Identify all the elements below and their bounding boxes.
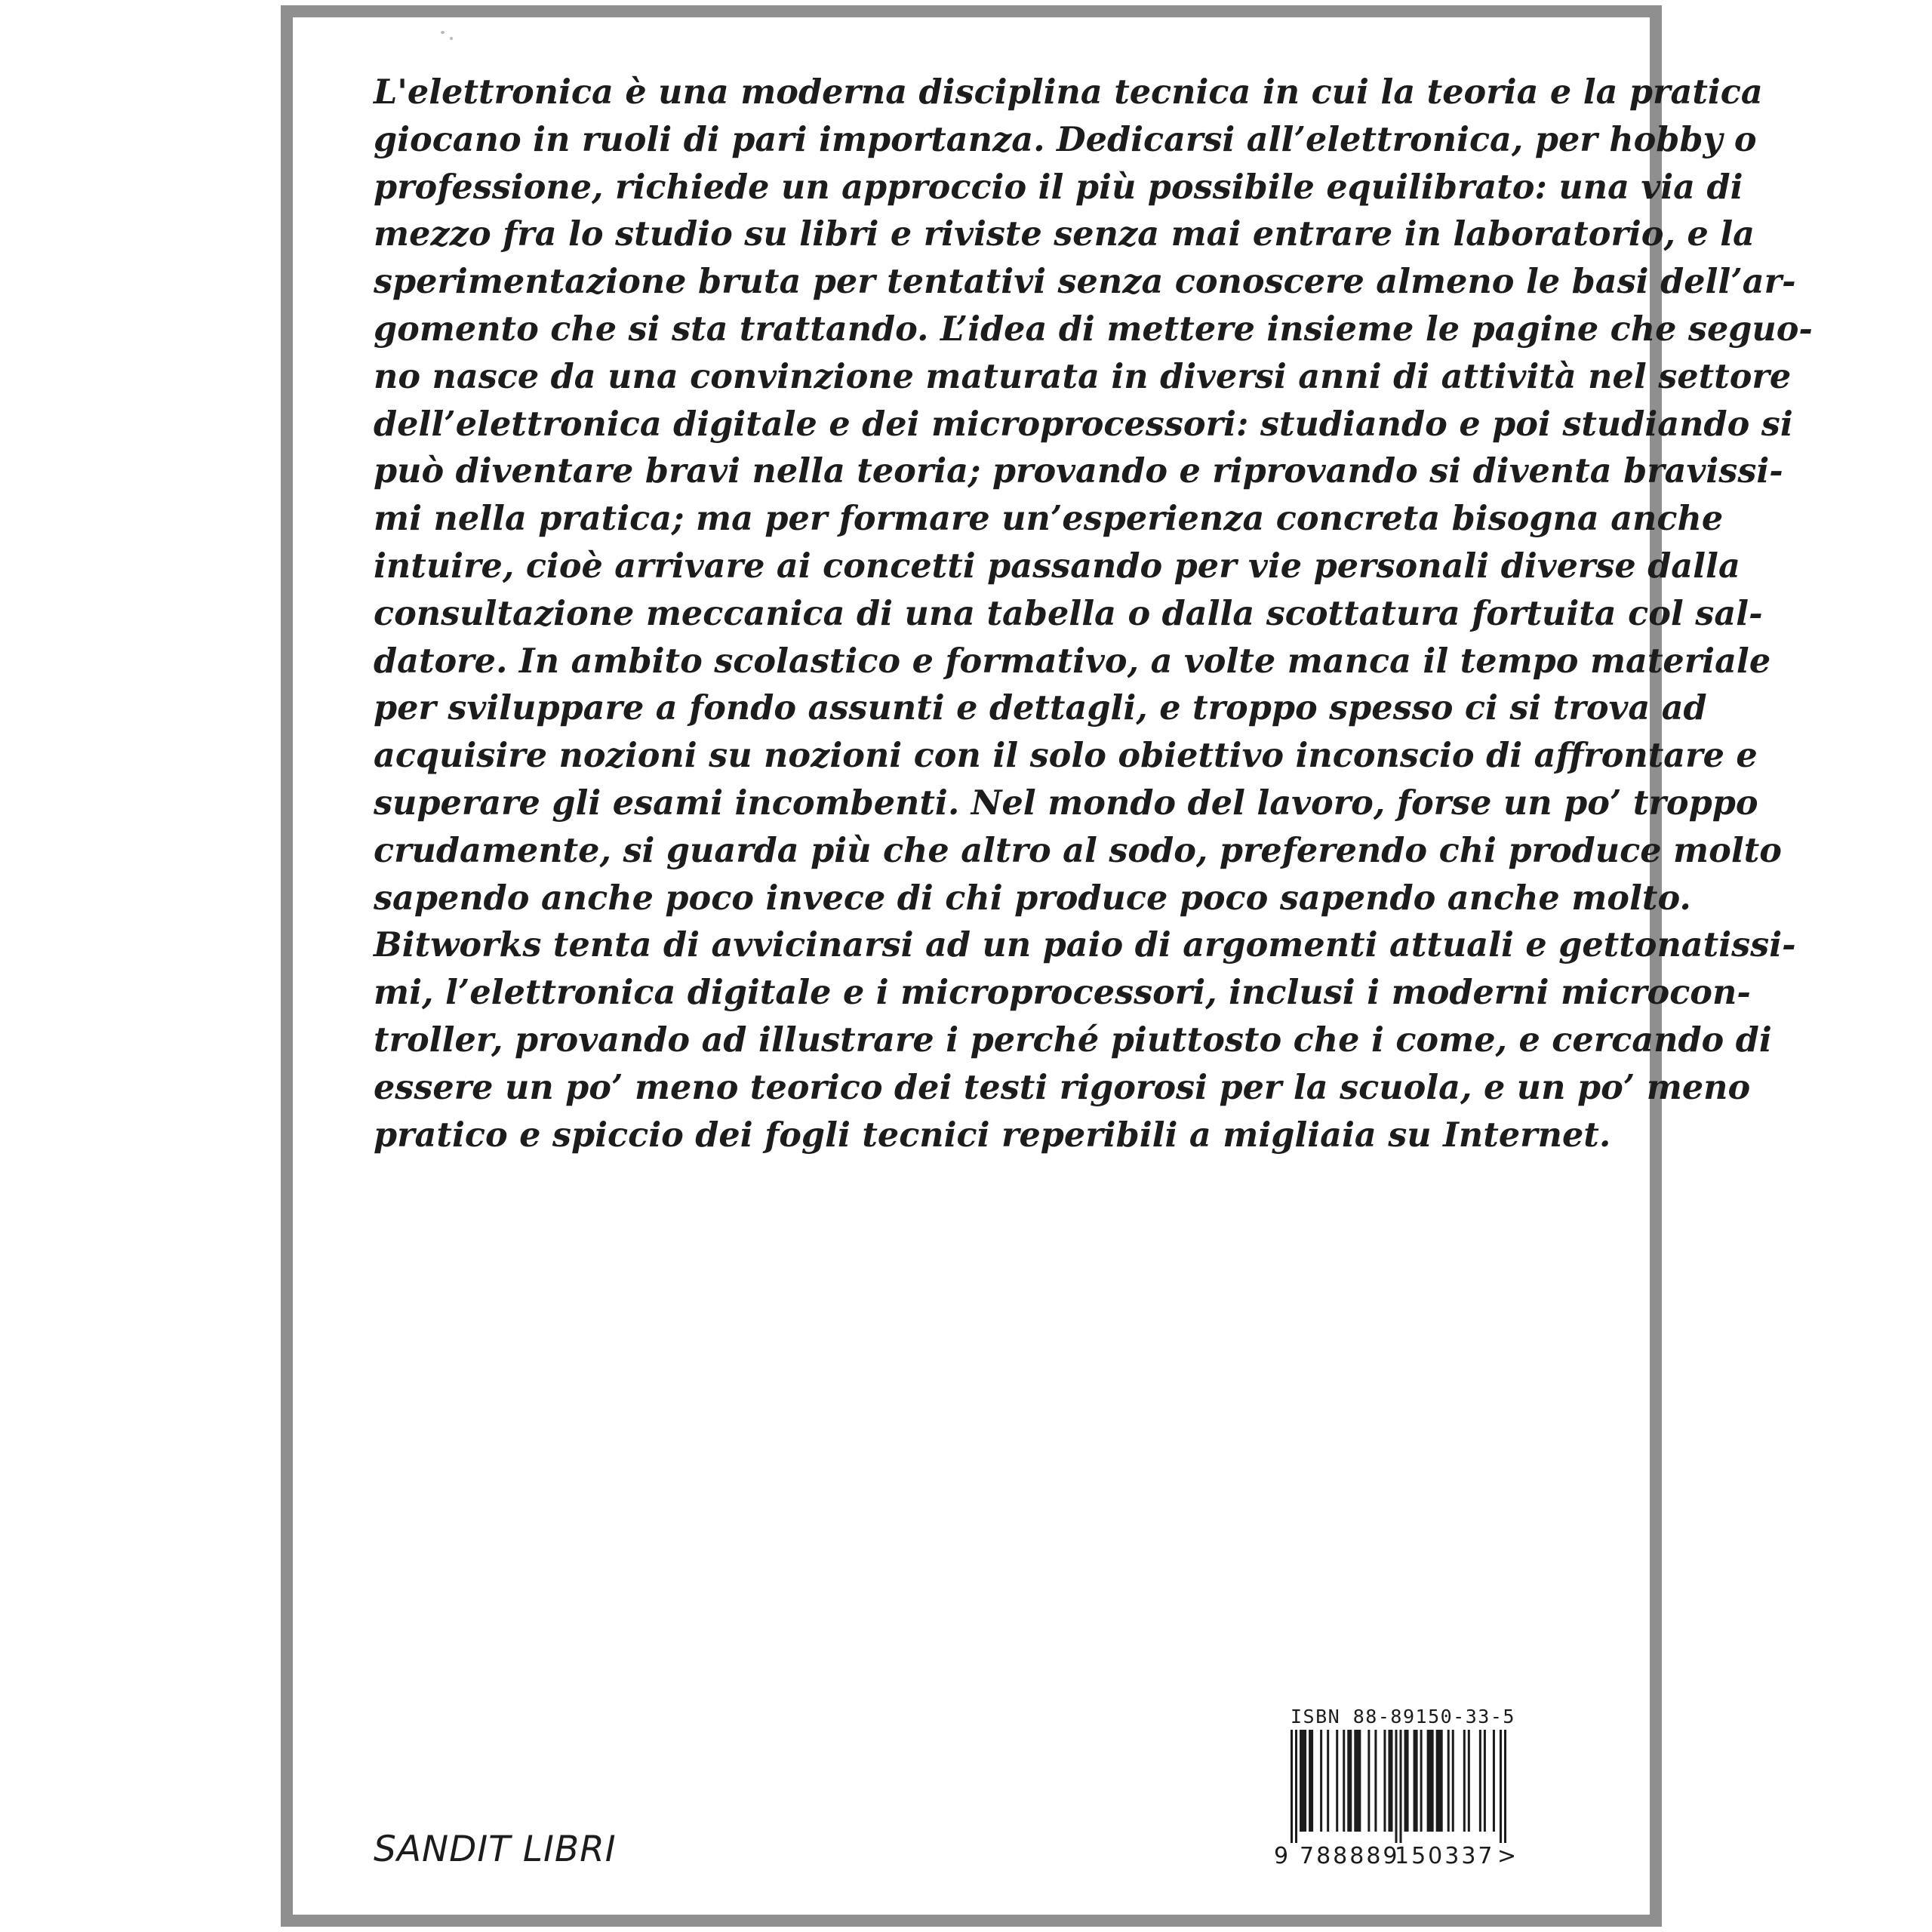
isbn-label: ISBN 88-89150-33-5 [1291,1706,1515,1727]
blurb-line: consultazione meccanica di una tabella o dalla scottatura fortuita col sal- [374,593,1763,633]
barcode-bar [1300,1730,1306,1832]
blurb-line: intuire, cioè arrivare ai concetti passando per vie personali diverse dalla [374,546,1740,586]
barcode-bar [1479,1730,1481,1832]
blurb-line: acquisire nozioni su nozioni con il solo obiettivo inconscio di affrontare e [374,736,1758,776]
barcode-bar [1447,1730,1450,1832]
blurb-text [374,69,1813,1158]
barcode-guard-bar [1500,1730,1502,1843]
barcode-bar [1347,1730,1352,1832]
barcode-bar [1404,1730,1409,1832]
print-speck [450,37,453,40]
barcode-bar [1463,1730,1466,1832]
barcode-bar [1327,1730,1329,1832]
book-back-cover [281,5,1813,1927]
barcode-guard-bar [1291,1730,1293,1843]
blurb-line: può diventare bravi nella teoria; provando e riprovando si diventa bravissi- [374,451,1783,491]
print-speck [441,31,445,34]
ean-first-digit: 9 [1274,1843,1289,1869]
blurb-line: crudamente, si guarda più che altro al sodo, preferendo chi produce molto [374,830,1782,870]
barcode-bar [1414,1730,1418,1832]
blurb-line: superare gli esami incombenti. Nel mondo del lavoro, forse un po’ troppo [374,783,1758,823]
blurb-line: pratico e spiccio dei fogli tecnici reperibili a migliaia su Internet. [374,1115,1611,1155]
blurb-line: essere un po’ meno teorico dei testi rigorosi per la scuola, e un po’ meno [374,1067,1751,1107]
blurb-line: mi, l’elettronica digitale e i microprocessori, inclusi i moderni microcon- [374,973,1751,1013]
barcode-bar [1420,1730,1423,1832]
barcode-bar [1320,1730,1322,1832]
blurb-line: dell’elettronica digitale e dei microprocessori: studiando e poi studiando si [374,404,1793,444]
publisher-name: SANDIT LIBRI [374,1829,617,1870]
ean-quiet-zone-marker: > [1497,1843,1517,1869]
barcode-guard-bar [1295,1730,1297,1843]
barcode-bar [1383,1730,1386,1832]
barcode-bar [1309,1730,1313,1832]
barcode-guard-bar [1504,1730,1506,1843]
barcode-bar [1374,1730,1377,1832]
barcode-bar [1484,1730,1486,1832]
blurb-line: mezzo fra lo studio su libri e riviste senza mai entrare in laboratorio, e la [374,214,1755,254]
blurb-line: datore. In ambito scolastico e formativo, a volte manca il tempo materiale [374,641,1771,681]
barcode-bar [1343,1730,1345,1832]
ean13-barcode [1291,1730,1506,1843]
blurb-line: giocano in ruoli di pari importanza. Dedicarsi all’elettronica, per hobby o [374,119,1757,159]
barcode-bar [1388,1730,1392,1832]
barcode-block [1274,1704,1523,1869]
ean-right-group: 150337 [1395,1843,1495,1869]
blurb-line: gomento che si sta trattando. L’idea di mettere insieme le pagine che seguo- [374,309,1813,349]
barcode-bar [1436,1730,1443,1832]
barcode-bar [1427,1730,1434,1832]
blurb-line: professione, richiede un approccio il più possibile equilibrato: una via di [374,167,1743,207]
blurb-line: Bitworks tenta di avvicinarsi ad un paio di argomenti attuali e gettonatissi- [374,925,1796,965]
barcode-bar [1336,1730,1338,1832]
barcode-bar [1367,1730,1370,1832]
ean-left-group: 788889 [1300,1843,1400,1869]
blurb-line: per sviluppare a fondo assunti e dettagli, e troppo spesso ci si trova ad [374,688,1707,728]
blurb-line: L'elettronica è una moderna disciplina tecnica in cui la teoria e la pratica [374,72,1763,112]
blurb-line: sperimentazione bruta per tentativi senza conoscere almeno le basi dell’ar- [374,262,1796,302]
blurb-line: mi nella pratica; ma per formare un’esperienza concreta bisogna anche [374,499,1724,539]
barcode-bar [1354,1730,1361,1832]
blurb-line: sapendo anche poco invece di chi produce poco sapendo anche molto. [374,878,1691,918]
barcode-guard-bar [1400,1730,1402,1843]
blurb-line: troller, provando ad illustrare i perché piuttosto che i come, e cercando di [374,1020,1772,1060]
ean-digits [1274,1843,1523,1869]
blurb-line: no nasce da una convinzione maturata in diversi anni di attività nel settore [374,356,1792,396]
barcode-bar [1452,1730,1454,1832]
barcode-bar [1493,1730,1495,1832]
barcode-guard-bar [1395,1730,1397,1843]
barcode-bar [1468,1730,1470,1832]
